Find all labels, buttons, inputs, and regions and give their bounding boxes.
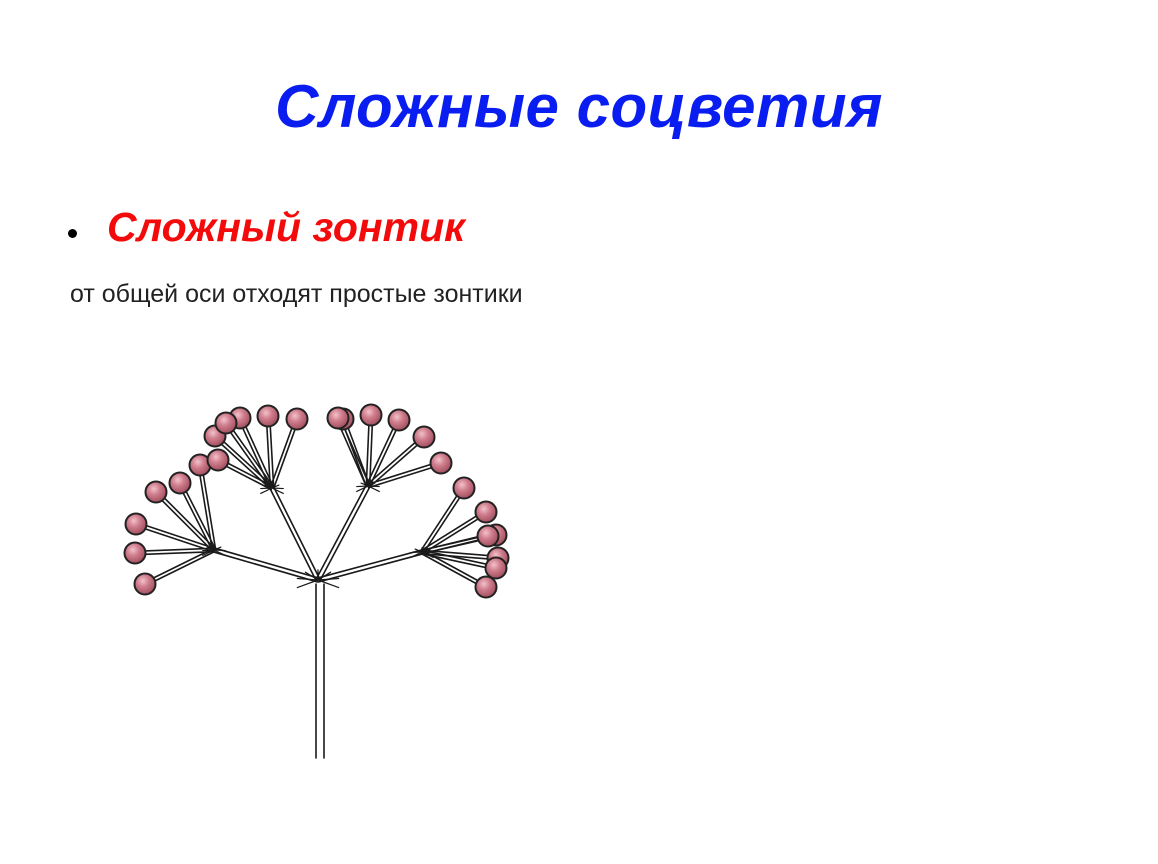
pedicel: [423, 489, 465, 553]
flower-head: [216, 413, 237, 434]
flower-head: [208, 450, 229, 471]
flower-head: [361, 405, 382, 426]
pedicel: [238, 419, 270, 489]
slide-title: Сложные соцветия: [275, 73, 883, 140]
flower-head: [486, 558, 507, 579]
flower-head: [476, 502, 497, 523]
flower-head: [258, 406, 279, 427]
primary-ray: [215, 548, 319, 578]
primary-ray: [270, 489, 316, 581]
bullet-item: [68, 204, 465, 251]
flower-head: [287, 409, 308, 430]
pedicel: [225, 424, 271, 489]
primary-ray: [319, 554, 423, 582]
flower-head: [414, 427, 435, 448]
flower-head: [431, 453, 452, 474]
umbel-flowers: [125, 405, 509, 598]
flower-head: [126, 514, 147, 535]
flower-head: [328, 408, 349, 429]
pedicel: [146, 552, 215, 586]
compound-umbel-illustration: [100, 388, 540, 760]
bullet-heading: Сложный зонтик: [107, 204, 465, 250]
flower-head: [146, 482, 167, 503]
flower-head: [478, 526, 499, 547]
pedicel: [369, 465, 442, 488]
primary-ray: [316, 485, 366, 579]
involucre: [297, 580, 318, 588]
flower-head: [135, 574, 156, 595]
pedicel: [367, 461, 440, 484]
flower-head: [476, 577, 497, 598]
flower-head: [454, 478, 475, 499]
flower-head: [170, 473, 191, 494]
flower-head: [389, 410, 410, 431]
bullet-dot: [68, 229, 77, 238]
pedicel: [135, 548, 214, 551]
slide-caption: от общей оси отходят простые зонтики: [70, 280, 523, 308]
flower-head: [125, 543, 146, 564]
primary-ray: [213, 552, 317, 582]
involucre: [318, 580, 339, 588]
primary-ray: [274, 487, 320, 579]
